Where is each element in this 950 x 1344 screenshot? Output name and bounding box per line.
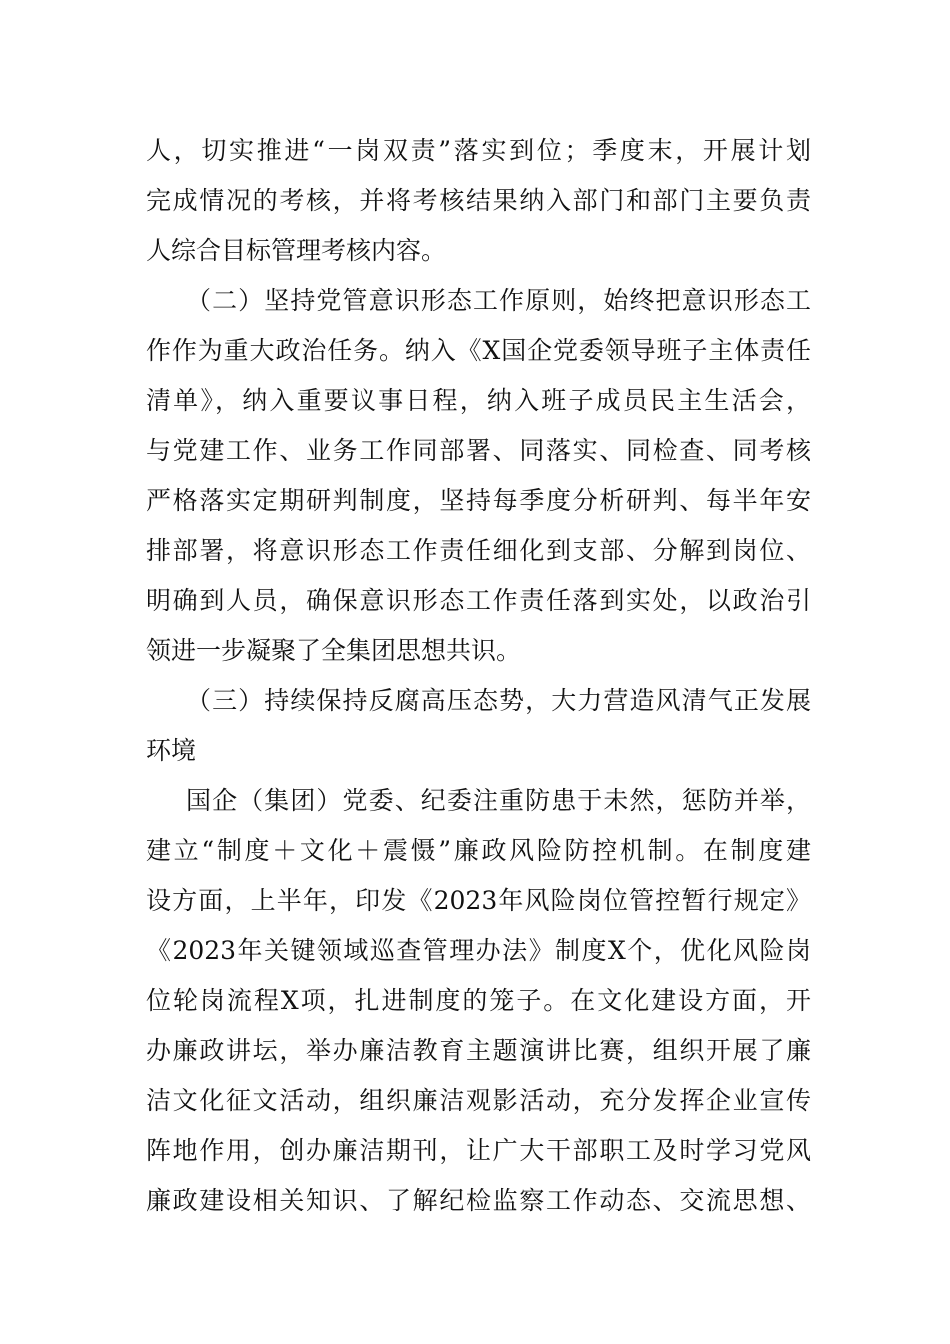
text-line: 建立“制度＋文化＋震慑”廉政风险防控机制。在制度建 (146, 836, 811, 865)
section-heading-line: （三）持续保持反腐高压态势，大力营造风清气正发展 (186, 686, 811, 715)
text-line: 人综合目标管理考核内容。 (146, 236, 447, 265)
text-line: 阵地作用，创办廉洁期刊，让广大干部职工及时学习党风 (146, 1136, 811, 1165)
text-line: 严格落实定期研判制度，坚持每季度分析研判、每半年安 (146, 486, 811, 515)
text-line: 明确到人员，确保意识形态工作责任落到实处，以政治引 (146, 586, 811, 615)
text-line: 国企（集团）党委、纪委注重防患于未然，惩防并举， (186, 786, 811, 815)
text-line: 办廉政讲坛，举办廉洁教育主题演讲比赛，组织开展了廉 (146, 1036, 811, 1065)
text-line: 廉政建设相关知识、了解纪检监察工作动态、交流思想、 (146, 1186, 811, 1215)
section-heading-line: （二）坚持党管意识形态工作原则，始终把意识形态工 (186, 286, 811, 315)
text-line: 设方面，上半年，印发《2023年风险岗位管控暂行规定》 (146, 886, 811, 915)
text-line: 与党建工作、业务工作同部署、同落实、同检查、同考核 (146, 436, 811, 465)
text-line: 领进一步凝聚了全集团思想共识。 (146, 636, 522, 665)
text-line: 人，切实推进“一岗双责”落实到位；季度末，开展计划 (146, 136, 811, 165)
text-line: 洁文化征文活动，组织廉洁观影活动，充分发挥企业宣传 (146, 1086, 811, 1115)
text-line: 《2023年关键领域巡查管理办法》制度X个，优化风险岗 (146, 936, 811, 965)
text-line: 排部署，将意识形态工作责任细化到支部、分解到岗位、 (146, 536, 811, 565)
text-line: 环境 (146, 736, 197, 765)
text-line: 作作为重大政治任务。纳入《X国企党委领导班子主体责任 (146, 336, 811, 365)
text-line: 位轮岗流程X项，扎进制度的笼子。在文化建设方面，开 (146, 986, 811, 1015)
text-line: 清单》，纳入重要议事日程，纳入班子成员民主生活会， (146, 386, 811, 415)
text-line: 完成情况的考核，并将考核结果纳入部门和部门主要负责 (146, 186, 811, 215)
